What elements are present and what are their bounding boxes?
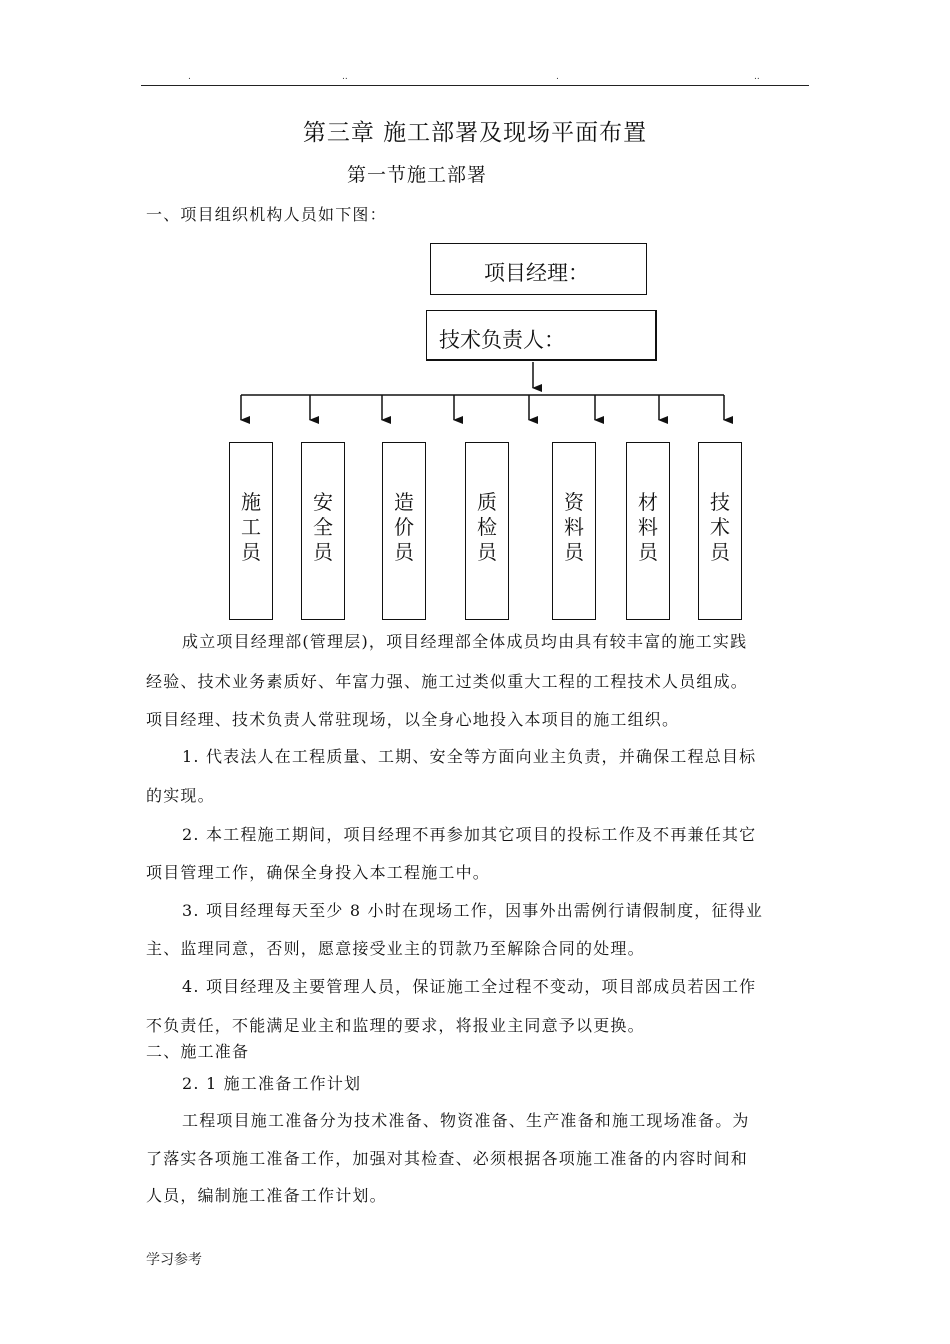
header-mark: .. (754, 72, 760, 82)
role-label: 技 术 员 (710, 490, 730, 564)
role-box-documents (552, 442, 596, 620)
tech-lead-label: 技术负责人： (439, 328, 565, 352)
role-box-quality (465, 442, 509, 620)
header-mark: . (188, 72, 191, 82)
role-box-cost (382, 442, 426, 620)
role-box-technical (698, 442, 742, 620)
paragraph-line: 不负责任，不能满足业主和监理的要求，将报业主同意予以更换。 (146, 1016, 645, 1035)
header-mark: .. (342, 72, 348, 82)
subsection-heading: 2. 1 施工准备工作计划 (182, 1074, 362, 1093)
paragraph-line: 的实现。 (146, 786, 215, 805)
paragraph-line: 1. 代表法人在工程质量、工期、安全等方面向业主负责，并确保工程总目标 (182, 747, 757, 766)
role-label: 造 价 员 (394, 490, 414, 564)
role-box-materials (626, 442, 670, 620)
paragraph-line: 2. 本工程施工期间，项目经理不再参加其它项目的投标工作及不再兼任其它 (182, 825, 757, 844)
paragraph-line: 项目管理工作，确保全身投入本工程施工中。 (146, 863, 491, 882)
role-box-construction (229, 442, 273, 620)
paragraph-line: 4. 项目经理及主要管理人员，保证施工全过程不变动，项目部成员若因工作 (182, 977, 757, 996)
section-heading: 二、施工准备 (146, 1042, 250, 1061)
paragraph-line: 工程项目施工准备分为技术准备、物资准备、生产准备和施工现场准备。为 (182, 1111, 750, 1130)
org-connectors (0, 0, 950, 450)
role-label: 施 工 员 (241, 490, 261, 564)
paragraph-line: 人员，编制施工准备工作计划。 (146, 1186, 387, 1205)
paragraph-line: 主、监理同意，否则，愿意接受业主的罚款乃至解除合同的处理。 (146, 939, 645, 958)
paragraph-line: 项目经理、技术负责人常驻现场，以全身心地投入本项目的施工组织。 (146, 710, 680, 729)
project-manager-label: 项目经理： (484, 261, 589, 285)
role-label: 安 全 员 (313, 490, 333, 564)
role-label: 材 料 员 (638, 490, 658, 564)
org-heading: 一、项目组织机构人员如下图： (146, 205, 387, 224)
chapter-title: 第三章 施工部署及现场平面布置 (302, 120, 648, 146)
role-label: 资 料 员 (564, 490, 584, 564)
paragraph-line: 经验、技术业务素质好、年富力强、施工过类似重大工程的工程技术人员组成。 (146, 672, 749, 691)
paragraph-line: 3. 项目经理每天至少 8 小时在现场工作，因事外出需例行请假制度，征得业 (182, 901, 764, 920)
footer-text: 学习参考 (146, 1252, 202, 1268)
section-title: 第一节施工部署 (347, 164, 488, 186)
role-box-safety (301, 442, 345, 620)
paragraph-line: 成立项目经理部(管理层)，项目经理部全体成员均由具有较丰富的施工实践 (182, 632, 748, 651)
header-mark: . (556, 72, 559, 82)
role-label: 质 检 员 (477, 490, 497, 564)
paragraph-line: 了落实各项施工准备工作，加强对其检查、必须根据各项施工准备的内容时间和 (146, 1149, 749, 1168)
